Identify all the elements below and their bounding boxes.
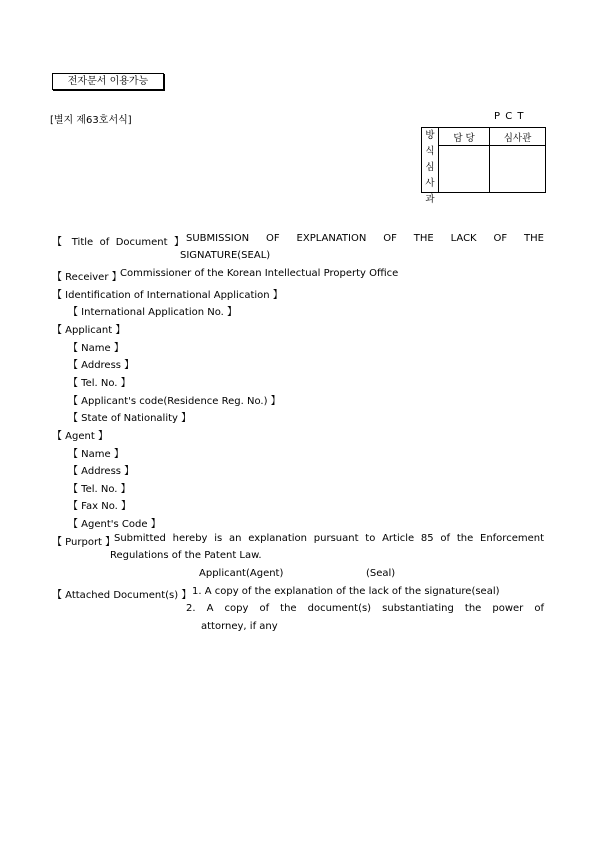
- receiver-label: 【 Receiver 】: [52, 272, 122, 283]
- applicant-label: 【 Applicant 】: [52, 325, 126, 336]
- approval-cell-examiner: [490, 146, 546, 193]
- agent-fax: 【 Fax No. 】: [68, 501, 132, 512]
- approval-box: [421, 127, 546, 205]
- identification-label: 【 Identification of International Application 】: [52, 290, 283, 301]
- signer-label: Applicant(Agent): [199, 568, 284, 579]
- form-number: [별지 제63호서식]: [50, 115, 132, 126]
- approval-cell-in-charge: [439, 146, 490, 193]
- applicant-tel: 【 Tel. No. 】: [68, 378, 131, 389]
- agent-tel: 【 Tel. No. 】: [68, 484, 131, 495]
- pct-label: P C T: [494, 111, 525, 122]
- purport-line2: Regulations of the Patent Law.: [110, 550, 262, 561]
- title-value-line2: SIGNATURE(SEAL): [180, 250, 271, 261]
- title-value-line1: SUBMISSION OF EXPLANATION OF THE LACK OF THE: [186, 233, 544, 244]
- applicant-address: 【 Address 】: [68, 360, 135, 371]
- electronic-document-stamp: 전자문서 이용가능: [52, 73, 164, 90]
- attached-documents-label: 【 Attached Document(s) 】: [52, 590, 192, 601]
- agent-name: 【 Name 】: [68, 449, 124, 460]
- agent-label: 【 Agent 】: [52, 431, 108, 442]
- applicant-code: 【 Applicant's code(Residence Reg. No.) 】: [68, 396, 281, 407]
- applicant-nationality: 【 State of Nationality 】: [68, 413, 192, 424]
- applicant-name: 【 Name 】: [68, 343, 124, 354]
- agent-code: 【 Agent's Code 】: [68, 519, 161, 530]
- receiver-value: Commissioner of the Korean Intellectual Property Office: [120, 268, 399, 279]
- attached-item-2-line2: attorney, if any: [201, 621, 278, 632]
- purport-line1: Submitted hereby is an explanation pursuant to Article 85 of the Enforcement: [114, 533, 544, 544]
- attached-item-1: 1. A copy of the explanation of the lack of the signature(seal): [192, 586, 500, 597]
- title-label: 【 Title of Document 】: [52, 237, 184, 248]
- approval-side-label: 방 식 심 사 과: [422, 128, 439, 193]
- seal-label: (Seal): [366, 568, 396, 579]
- attached-item-2-line1: 2. A copy of the document(s) substantiating the power of: [186, 603, 544, 614]
- agent-address: 【 Address 】: [68, 466, 135, 477]
- approval-col-in-charge: 담 당: [439, 128, 490, 146]
- international-application-no: 【 International Application No. 】: [68, 307, 238, 318]
- approval-col-examiner: 심사관: [490, 128, 546, 146]
- purport-label: 【 Purport 】: [52, 537, 116, 548]
